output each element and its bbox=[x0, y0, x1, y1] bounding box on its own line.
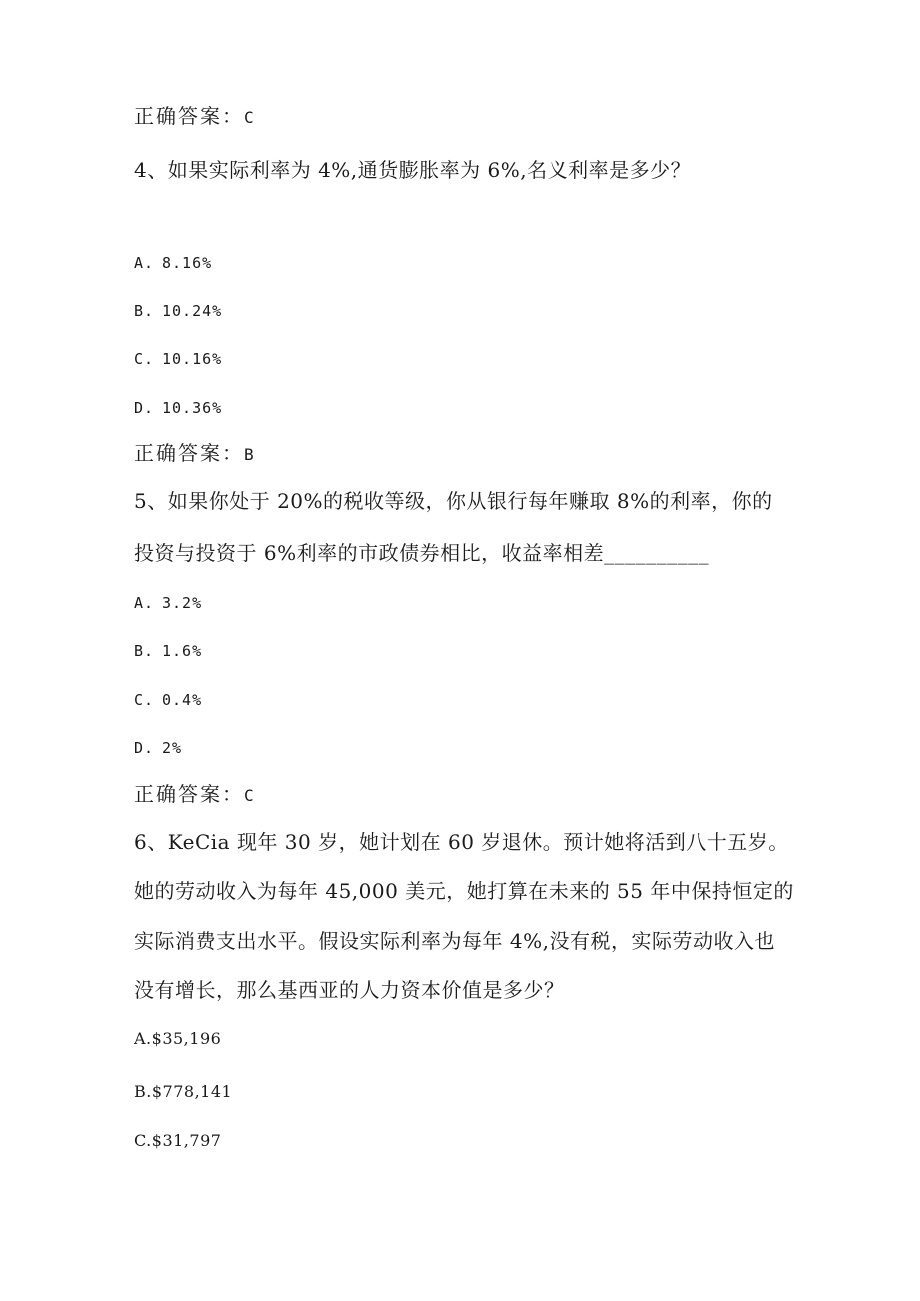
answer-label: 正确答案： bbox=[134, 104, 244, 128]
option-letter: B. bbox=[134, 642, 155, 660]
q5-option-c bbox=[134, 688, 202, 712]
question-6-line-4: 没有增长，那么基西亚的人力资本价值是多少？ bbox=[134, 978, 565, 1002]
answer-value: B bbox=[244, 445, 255, 464]
option-letter: D. bbox=[134, 399, 155, 417]
q6-option-b: B.$778,141 bbox=[134, 1082, 233, 1101]
question-4-text: 4、如果实际利率为 4%,通货膨胀率为 6%,名义利率是多少？ bbox=[134, 158, 692, 182]
option-value: 1.6% bbox=[162, 642, 203, 660]
option-letter: A. bbox=[134, 594, 155, 612]
answer-line-q5 bbox=[134, 782, 254, 808]
question-5-line-1: 5、如果你处于 20%的税收等级，你从银行每年赚取 8%的利率，你的 bbox=[134, 489, 773, 513]
option-value: 3.2% bbox=[162, 594, 203, 612]
question-6-line-3: 实际消费支出水平。假设实际利率为每年 4%,没有税，实际劳动收入也 bbox=[134, 929, 775, 953]
q4-option-b bbox=[134, 299, 222, 323]
option-letter: D. bbox=[134, 739, 155, 757]
option-letter: B. bbox=[134, 302, 155, 320]
q4-option-a bbox=[134, 251, 212, 275]
option-value: 10.16% bbox=[162, 350, 223, 368]
option-letter: C. bbox=[134, 691, 155, 709]
answer-line-q4 bbox=[134, 441, 254, 467]
q6-option-a: A.$35,196 bbox=[134, 1029, 222, 1048]
option-letter: C. bbox=[134, 350, 155, 368]
answer-label: 正确答案： bbox=[134, 782, 244, 806]
q4-option-c bbox=[134, 347, 222, 371]
q4-option-d bbox=[134, 396, 222, 420]
option-value: 0.4% bbox=[162, 691, 203, 709]
answer-value: C bbox=[244, 108, 255, 127]
option-value: 10.36% bbox=[162, 399, 223, 417]
option-letter: A. bbox=[134, 254, 155, 272]
question-6-line-1: 6、KeCia 现年 30 岁，她计划在 60 岁退休。预计她将活到八十五岁。 bbox=[134, 830, 789, 854]
question-6-line-2: 她的劳动收入为每年 45,000 美元，她打算在未来的 55 年中保持恒定的 bbox=[134, 879, 794, 903]
answer-value: C bbox=[244, 786, 255, 805]
option-value: 8.16% bbox=[162, 254, 213, 272]
q5-option-a bbox=[134, 591, 202, 615]
q6-option-c: C.$31,797 bbox=[134, 1131, 222, 1150]
answer-label: 正确答案： bbox=[134, 441, 244, 465]
q5-option-b bbox=[134, 639, 202, 663]
answer-line-q3 bbox=[134, 104, 254, 130]
option-value: 2% bbox=[162, 739, 183, 757]
question-5-line-2: 投资与投资于 6%利率的市政债券相比，收益率相差__________ bbox=[134, 541, 710, 565]
option-value: 10.24% bbox=[162, 302, 223, 320]
q5-option-d bbox=[134, 736, 182, 760]
